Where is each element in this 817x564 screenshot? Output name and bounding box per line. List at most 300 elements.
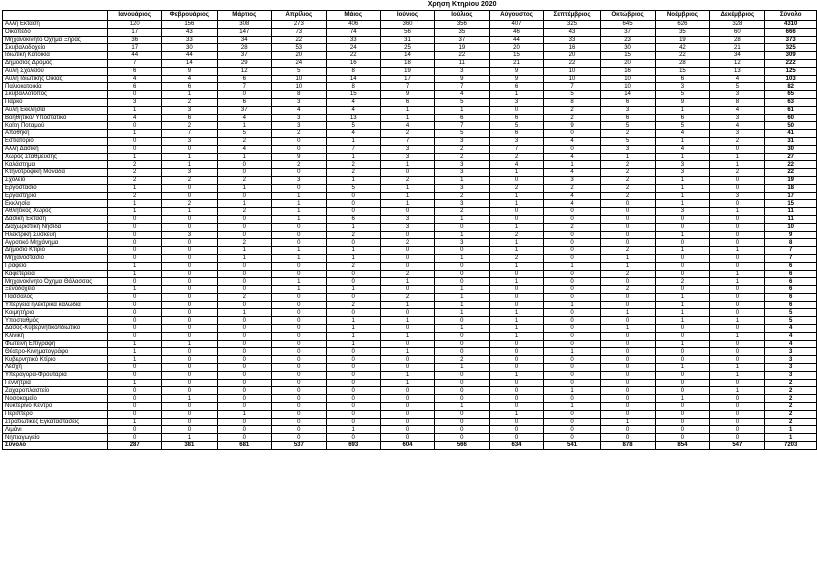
spreadsheet	[2, 1, 817, 450]
value-cell: 2	[489, 184, 544, 192]
value-cell: 120	[108, 21, 162, 29]
value-cell: 1	[489, 91, 544, 99]
table-row	[3, 169, 817, 177]
table-row	[3, 371, 817, 379]
value-cell: 1	[380, 278, 434, 286]
row-label: Δάσος-Κυβερνητικό/Ιδιωτικό	[3, 325, 108, 333]
row-total-cell: 2	[765, 403, 817, 411]
value-cell: 1	[655, 200, 710, 208]
value-cell: 2	[326, 231, 380, 239]
value-cell: 0	[326, 434, 380, 442]
value-cell: 0	[489, 364, 544, 372]
value-cell: 1	[162, 91, 217, 99]
value-cell: 693	[326, 442, 380, 450]
value-cell: 1	[217, 122, 272, 130]
value-cell: 0	[600, 395, 655, 403]
value-cell: 0	[162, 239, 217, 247]
value-cell: 30	[600, 44, 655, 52]
value-cell: 0	[435, 395, 489, 403]
value-cell: 0	[710, 356, 765, 364]
row-label: Καφετέρεια	[3, 270, 108, 278]
table-row	[3, 130, 817, 138]
value-cell: 0	[272, 371, 327, 379]
value-cell: 28	[217, 44, 272, 52]
value-cell: 29	[217, 59, 272, 67]
value-cell: 13	[326, 114, 380, 122]
value-cell: 4	[710, 122, 765, 130]
value-cell: 43	[162, 28, 217, 36]
value-cell: 0	[162, 309, 217, 317]
row-label: Θέατρο-Κινηματογράφο	[3, 348, 108, 356]
table-row	[3, 145, 817, 153]
row-total-cell: 2	[765, 387, 817, 395]
value-cell: 1	[489, 278, 544, 286]
value-cell: 0	[162, 371, 217, 379]
value-cell: 0	[710, 239, 765, 247]
value-cell: 2	[217, 176, 272, 184]
value-cell: 37	[600, 28, 655, 36]
value-cell: 7	[162, 130, 217, 138]
value-cell: 0	[435, 262, 489, 270]
value-cell: 0	[217, 91, 272, 99]
row-label: Αγροτικό Μηχάνημα	[3, 239, 108, 247]
value-cell: 4	[272, 106, 327, 114]
value-cell: 6	[489, 83, 544, 91]
row-label: Άλλη Εκταση	[3, 21, 108, 29]
value-cell: 4	[655, 130, 710, 138]
value-cell: 7	[489, 145, 544, 153]
value-cell: 1	[380, 379, 434, 387]
value-cell: 0	[435, 387, 489, 395]
value-cell: 24	[326, 44, 380, 52]
value-cell: 2	[162, 200, 217, 208]
value-cell: 2	[489, 153, 544, 161]
table-row	[3, 75, 817, 83]
value-cell: 0	[380, 387, 434, 395]
value-cell: 22	[544, 59, 600, 67]
row-label: Αυλή Ιδιωτικής Οικίας	[3, 75, 108, 83]
value-cell: 1	[435, 325, 489, 333]
value-cell: 0	[217, 332, 272, 340]
value-cell: 0	[380, 325, 434, 333]
value-cell: 1	[489, 192, 544, 200]
value-cell: 2	[710, 137, 765, 145]
value-cell: 3	[435, 200, 489, 208]
value-cell: 0	[544, 410, 600, 418]
table-row	[3, 44, 817, 52]
value-cell: 1	[380, 106, 434, 114]
value-cell: 0	[108, 91, 162, 99]
value-cell: 1	[108, 270, 162, 278]
column-header: Μάρτιος	[217, 11, 272, 21]
value-cell: 2	[380, 293, 434, 301]
value-cell: 6	[108, 67, 162, 75]
value-cell: 7	[108, 59, 162, 67]
value-cell: 1	[380, 317, 434, 325]
value-cell: 34	[710, 52, 765, 60]
row-label: Λέσχη	[3, 364, 108, 372]
value-cell: 1	[435, 254, 489, 262]
value-cell: 0	[217, 231, 272, 239]
value-cell: 2	[162, 122, 217, 130]
table-row	[3, 114, 817, 122]
value-cell: 37	[217, 52, 272, 60]
table-row	[3, 325, 817, 333]
value-cell: 17	[380, 75, 434, 83]
value-cell: 0	[108, 434, 162, 442]
row-label: Διαχωριστική Νησίδα	[3, 223, 108, 231]
value-cell: 1	[326, 332, 380, 340]
value-cell: 0	[108, 137, 162, 145]
value-cell: 2	[544, 223, 600, 231]
value-cell: 1	[108, 208, 162, 216]
value-cell: 1	[544, 348, 600, 356]
value-cell: 2	[380, 176, 434, 184]
value-cell: 4	[435, 91, 489, 99]
value-cell: 3	[600, 145, 655, 153]
total-row	[3, 442, 817, 450]
row-total-cell: 9	[765, 231, 817, 239]
value-cell: 3	[435, 169, 489, 177]
table-row	[3, 301, 817, 309]
table-row	[3, 36, 817, 44]
row-label: Πάρκο	[3, 98, 108, 106]
value-cell: 1	[108, 286, 162, 294]
value-cell: 1	[544, 403, 600, 411]
row-label: Κοίτη Ποταμού	[3, 122, 108, 130]
value-cell: 4	[380, 122, 434, 130]
value-cell: 0	[108, 278, 162, 286]
value-cell: 1	[272, 200, 327, 208]
row-label: Ζαχαροπλαστείο	[3, 387, 108, 395]
value-cell: 2	[435, 145, 489, 153]
value-cell: 9	[655, 98, 710, 106]
row-total-cell: 666	[765, 28, 817, 36]
value-cell: 1	[272, 278, 327, 286]
value-cell: 0	[544, 231, 600, 239]
row-total-cell: 1	[765, 434, 817, 442]
value-cell: 4	[108, 114, 162, 122]
value-cell: 1	[380, 184, 434, 192]
value-cell: 28	[710, 36, 765, 44]
row-label: Εκκλησία	[3, 200, 108, 208]
value-cell: 3	[710, 192, 765, 200]
table-row	[3, 153, 817, 161]
value-cell: 4	[544, 200, 600, 208]
value-cell: 0	[217, 223, 272, 231]
value-cell: 10	[272, 75, 327, 83]
value-cell: 0	[380, 418, 434, 426]
value-cell: 0	[655, 371, 710, 379]
value-cell: 0	[710, 309, 765, 317]
value-cell: 0	[326, 371, 380, 379]
row-total-cell: 18	[765, 184, 817, 192]
value-cell: 23	[600, 36, 655, 44]
value-cell: 0	[489, 286, 544, 294]
value-cell: 1	[710, 247, 765, 255]
value-cell: 16	[600, 67, 655, 75]
table-row	[3, 176, 817, 184]
value-cell: 0	[162, 223, 217, 231]
value-cell: 537	[272, 442, 327, 450]
value-cell: 10	[600, 83, 655, 91]
row-total-cell: 22	[765, 161, 817, 169]
value-cell: 3	[108, 98, 162, 106]
value-cell: 0	[217, 286, 272, 294]
value-cell: 0	[162, 278, 217, 286]
value-cell: 2	[108, 169, 162, 177]
row-label: Λιμάνι	[3, 426, 108, 434]
value-cell: 1	[217, 153, 272, 161]
value-cell: 645	[600, 21, 655, 29]
row-total-cell: 30	[765, 145, 817, 153]
row-label: Χώρος Στάθμευσης	[3, 153, 108, 161]
value-cell: 0	[435, 434, 489, 442]
value-cell: 3	[272, 176, 327, 184]
value-cell: 2	[326, 262, 380, 270]
value-cell: 0	[655, 262, 710, 270]
value-cell: 8	[544, 98, 600, 106]
table-row	[3, 192, 817, 200]
column-header: Απρίλιος	[272, 11, 327, 21]
value-cell: 44	[489, 36, 544, 44]
value-cell: 0	[544, 247, 600, 255]
value-cell: 0	[380, 410, 434, 418]
value-cell: 0	[326, 364, 380, 372]
value-cell: 1	[544, 301, 600, 309]
table-row	[3, 410, 817, 418]
value-cell: 0	[710, 200, 765, 208]
value-cell: 7	[217, 83, 272, 91]
value-cell: 0	[544, 418, 600, 426]
value-cell: 406	[326, 21, 380, 29]
row-total-cell: 3	[765, 371, 817, 379]
value-cell: 0	[272, 434, 327, 442]
row-total-cell: 17	[765, 192, 817, 200]
row-label: Υπέργεια ηλεκτρικά καλώδια	[3, 301, 108, 309]
value-cell: 44	[108, 52, 162, 60]
column-header: Ιανουάριος	[108, 11, 162, 21]
row-total-cell: 2	[765, 379, 817, 387]
value-cell: 2	[272, 161, 327, 169]
value-cell: 0	[217, 325, 272, 333]
row-label: Σκυβαλλότοπος	[3, 91, 108, 99]
value-cell: 15	[600, 52, 655, 60]
value-cell: 1	[435, 403, 489, 411]
value-cell: 1	[710, 153, 765, 161]
value-cell: 17	[108, 44, 162, 52]
value-cell: 1	[272, 254, 327, 262]
value-cell: 4	[544, 153, 600, 161]
value-cell: 5	[655, 91, 710, 99]
value-cell: 15	[655, 67, 710, 75]
value-cell: 46	[489, 28, 544, 36]
value-cell: 0	[600, 223, 655, 231]
value-cell: 0	[326, 403, 380, 411]
table-row	[3, 215, 817, 223]
value-cell: 0	[162, 325, 217, 333]
table-row	[3, 28, 817, 36]
value-cell: 0	[108, 371, 162, 379]
value-cell: 0	[710, 215, 765, 223]
value-cell: 1	[710, 278, 765, 286]
row-total-cell: 4310	[765, 21, 817, 29]
value-cell: 0	[380, 403, 434, 411]
value-cell: 0	[217, 356, 272, 364]
value-cell: 1	[600, 418, 655, 426]
row-label: Εστιατόριο	[3, 137, 108, 145]
value-cell: 16	[326, 59, 380, 67]
row-label: Υπεραγορά-Φρουταρία	[3, 371, 108, 379]
column-header: Δεκέμβριος	[710, 11, 765, 21]
value-cell: 2	[108, 192, 162, 200]
value-cell: 0	[326, 239, 380, 247]
value-cell: 2	[489, 254, 544, 262]
value-cell: 0	[600, 426, 655, 434]
value-cell: 1	[326, 247, 380, 255]
value-cell: 0	[544, 130, 600, 138]
value-cell: 0	[710, 434, 765, 442]
value-cell: 1	[655, 317, 710, 325]
value-cell: 0	[489, 426, 544, 434]
value-cell: 0	[108, 301, 162, 309]
value-cell: 35	[655, 28, 710, 36]
value-cell: 0	[544, 340, 600, 348]
value-cell: 5	[655, 122, 710, 130]
value-cell: 1	[435, 215, 489, 223]
value-cell: 6	[435, 114, 489, 122]
value-cell: 0	[710, 231, 765, 239]
row-label: Αυλή Εκκλησία	[3, 106, 108, 114]
value-cell: 0	[326, 348, 380, 356]
row-total-cell: 11	[765, 215, 817, 223]
value-cell: 0	[272, 184, 327, 192]
row-label: Ξενοδοχείο	[3, 286, 108, 294]
value-cell: 3	[435, 239, 489, 247]
value-cell: 0	[655, 223, 710, 231]
value-cell: 0	[710, 176, 765, 184]
value-cell: 0	[217, 426, 272, 434]
value-cell: 1	[710, 332, 765, 340]
value-cell: 0	[326, 395, 380, 403]
value-cell: 0	[108, 231, 162, 239]
value-cell: 1	[600, 254, 655, 262]
value-cell: 10	[272, 83, 327, 91]
building-use-table	[2, 1, 817, 450]
value-cell: 5	[544, 91, 600, 99]
value-cell: 0	[272, 262, 327, 270]
value-cell: 0	[655, 239, 710, 247]
row-total-cell: 373	[765, 36, 817, 44]
row-total-cell: 4	[765, 332, 817, 340]
value-cell: 0	[544, 426, 600, 434]
value-cell: 0	[710, 262, 765, 270]
value-cell: 0	[108, 145, 162, 153]
value-cell: 0	[326, 192, 380, 200]
row-label: Κοιμητήριο	[3, 309, 108, 317]
value-cell: 0	[710, 379, 765, 387]
value-cell: 0	[108, 215, 162, 223]
value-cell: 0	[380, 395, 434, 403]
row-total-cell: 31	[765, 137, 817, 145]
value-cell: 2	[435, 208, 489, 216]
value-cell: 20	[272, 52, 327, 60]
row-total-cell: 7203	[765, 442, 817, 450]
value-cell: 1	[162, 434, 217, 442]
value-cell: 0	[600, 387, 655, 395]
value-cell: 328	[710, 21, 765, 29]
value-cell: 14	[380, 52, 434, 60]
value-cell: 1	[108, 106, 162, 114]
row-total-cell: 5	[765, 317, 817, 325]
value-cell: 0	[600, 215, 655, 223]
value-cell: 1	[655, 364, 710, 372]
value-cell: 0	[380, 286, 434, 294]
value-cell: 1	[326, 286, 380, 294]
table-row	[3, 223, 817, 231]
value-cell: 6	[380, 98, 434, 106]
row-total-cell: 27	[765, 153, 817, 161]
value-cell: 3	[710, 130, 765, 138]
value-cell: 17	[108, 28, 162, 36]
column-header: Μάιος	[326, 11, 380, 21]
value-cell: 1	[655, 301, 710, 309]
value-cell: 1	[380, 161, 434, 169]
value-cell: 0	[272, 340, 327, 348]
row-label: Γεννήτρια	[3, 379, 108, 387]
value-cell: 0	[162, 184, 217, 192]
column-header: Φεβρουάριος	[162, 11, 217, 21]
value-cell: 2	[326, 301, 380, 309]
value-cell: 0	[108, 254, 162, 262]
value-cell: 0	[108, 247, 162, 255]
value-cell: 7	[435, 122, 489, 130]
value-cell: 0	[217, 161, 272, 169]
value-cell: 0	[489, 270, 544, 278]
value-cell: 0	[162, 356, 217, 364]
value-cell: 6	[217, 75, 272, 83]
table-row	[3, 278, 817, 286]
value-cell: 0	[217, 317, 272, 325]
value-cell: 21	[489, 59, 544, 67]
value-cell: 0	[710, 410, 765, 418]
value-cell: 6	[162, 114, 217, 122]
value-cell: 1	[489, 239, 544, 247]
value-cell: 1	[108, 379, 162, 387]
value-cell: 0	[108, 309, 162, 317]
value-cell: 14	[162, 59, 217, 67]
value-cell: 0	[435, 379, 489, 387]
row-label: Κτηνοτροφική Μονάδα	[3, 169, 108, 177]
value-cell: 0	[272, 137, 327, 145]
value-cell: 1	[655, 395, 710, 403]
value-cell: 0	[326, 309, 380, 317]
value-cell: 0	[272, 410, 327, 418]
value-cell: 1	[655, 137, 710, 145]
value-cell: 0	[217, 169, 272, 177]
value-cell: 0	[710, 348, 765, 356]
row-total-cell: 6	[765, 301, 817, 309]
value-cell: 0	[655, 254, 710, 262]
table-row	[3, 348, 817, 356]
row-label: Νυκτερινό Κέντρο	[3, 403, 108, 411]
value-cell: 1	[380, 371, 434, 379]
row-total-cell: 309	[765, 52, 817, 60]
table-row	[3, 364, 817, 372]
value-cell: 4	[489, 161, 544, 169]
value-cell: 22	[272, 36, 327, 44]
value-cell: 0	[600, 379, 655, 387]
